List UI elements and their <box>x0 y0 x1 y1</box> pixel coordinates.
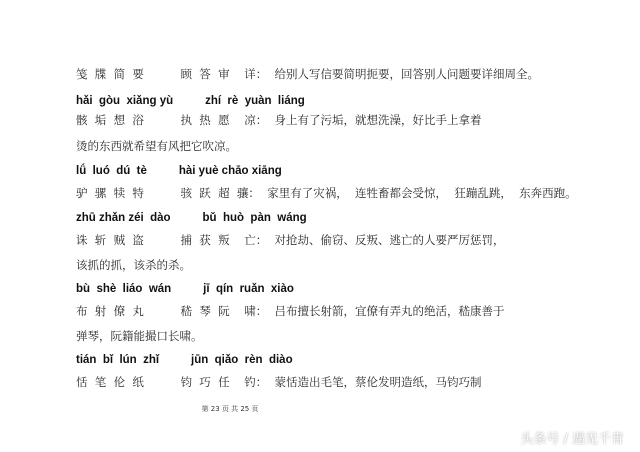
pinyin-line-2: lǘ luó dú tè hài yuè chāo xiāng <box>76 165 282 177</box>
text-line-8: 弹琴，阮籍能撮口长啸。 <box>76 329 203 343</box>
text-line-2: 骸 垢 想 浴 执 热 愿 凉： 身上有了污垢，就想洗澡，好比手上拿着 <box>76 113 482 127</box>
text-line-7: 布 射 僚 丸 嵇 琴 阮 啸： 吕布擅长射箭，宜僚有弄丸的绝活，嵇康善于 <box>76 304 505 318</box>
text-line-4: 驴 骡 犊 特 骇 跃 超 骧： 家里有了灾祸， 连牲畜都会受惊， 狂蹦乱跳， 东奔西跑。 <box>76 186 577 200</box>
text-line-6: 该抓的抓，该杀的杀。 <box>76 258 191 272</box>
pinyin-line-3: zhū zhǎn zéi dào bǔ huò pàn wáng <box>76 212 307 224</box>
pinyin-line-5: tián bǐ lún zhǐ jūn qiǎo rèn diào <box>76 354 293 366</box>
text-line-5: 诛 斩 贼 盗 捕 获 叛 亡： 对抢劫、偷窃、反叛、逃亡的人要严厉惩罚， <box>76 233 505 247</box>
pinyin-line-1: hǎi gòu xiǎng yù zhí rè yuàn liáng <box>76 95 305 107</box>
pinyin-line-4: bù shè liáo wán jī qín ruǎn xiào <box>76 283 294 295</box>
page-number: 第 23 页 共 25 页 <box>201 405 259 413</box>
watermark: 头条号 / 遇见千青 <box>520 432 624 447</box>
text-line-1: 笺 牒 简 要 顾 答 审 详： 给别人写信要简明扼要，回答别人问题要详细周全。 <box>76 67 540 81</box>
text-line-9: 恬 笔 伦 纸 钧 巧 任 钓： 蒙恬造出毛笔，蔡伦发明造纸，马钧巧制 <box>76 375 482 389</box>
text-line-3: 烫的东西就希望有风把它吹凉。 <box>76 139 237 153</box>
